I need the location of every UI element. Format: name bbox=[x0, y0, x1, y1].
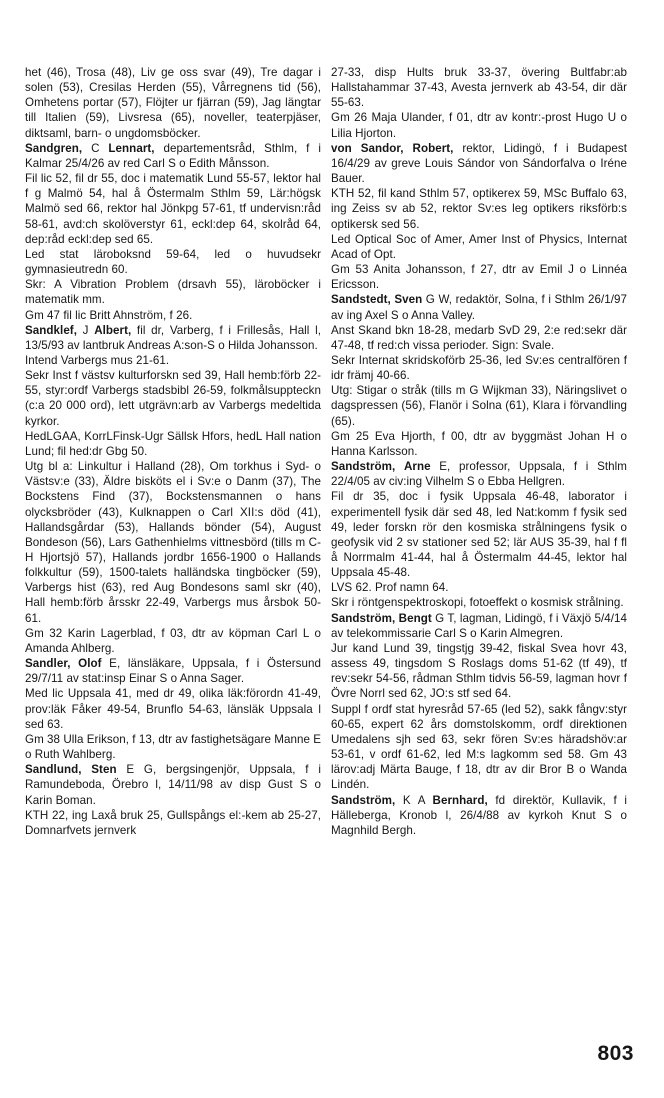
entry-surname: Sandström, bbox=[331, 460, 396, 474]
entry-paragraph bbox=[25, 353, 321, 368]
entry-text: LVS 62. Prof namn 64. bbox=[331, 581, 449, 595]
entry-text: Fil dr 35, doc i fysik Uppsala 46-48, laborator i experimentell fysik där sed 48, led Nat:komm f fysik sed 49, leder forskn rör den kosmiska strålningens fysik o geofysik vid 2 sv stationer sed 52; lär AUS 35-39, hal f fl å Norrmalm 41-44, hal å Östermalm 44-45, lektor hal Uppsala 45-48. bbox=[331, 490, 627, 580]
entry-paragraph bbox=[25, 277, 321, 307]
entry-surname: Sandler, bbox=[25, 657, 71, 671]
entry-text: Gm 26 Maja Ulander, f 01, dtr av kontr:-prost Hugo U o Lilia Hjorton. bbox=[331, 111, 627, 140]
entry-surname: Sandlund, bbox=[25, 763, 82, 777]
entry-heading-paragraph bbox=[25, 141, 321, 171]
entry-initials: C bbox=[82, 141, 109, 155]
entry-paragraph bbox=[25, 308, 321, 323]
entry-paragraph bbox=[331, 702, 627, 793]
entry-text: Skr i röntgenspektroskopi, fotoeffekt o kosmisk strålning. bbox=[331, 596, 624, 610]
entry-text: KTH 52, fil kand Sthlm 57, optikerex 59, MSc Buffalo 63, ing Zeiss sv ab 52, rektor Sv:es leg optikers riksförb:s optikersk sed 56. bbox=[331, 187, 627, 231]
entry-surname: Sandström, bbox=[331, 611, 396, 625]
entry-paragraph bbox=[331, 262, 627, 292]
entry-text: E, professor, Uppsala, f i Sthlm 22/4/05 av civ:ing Vilhelm S o Ebba Hellgren. bbox=[331, 460, 627, 489]
entry-paragraph bbox=[25, 429, 321, 459]
entry-paragraph bbox=[331, 65, 627, 110]
entry-given-name: Bengt bbox=[398, 611, 432, 625]
entry-paragraph bbox=[25, 732, 321, 762]
left-column bbox=[25, 65, 321, 838]
entry-paragraph bbox=[331, 429, 627, 459]
entry-heading-paragraph bbox=[331, 793, 627, 838]
entry-given-name: Olof bbox=[78, 657, 102, 671]
entry-surname: Sandström, bbox=[331, 793, 396, 807]
entry-paragraph bbox=[25, 626, 321, 656]
entry-text: het (46), Trosa (48), Liv ge oss svar (49), Tre dagar i solen (53), Cresilas Herden (55), Vårregnens tid (56), Omhetens portar (57), Flöjter ur fjärran (59), Jag längtar till Italien (59), Livsresa (65), noveller, teaterpjäser, diktsaml, barn- o ungdomsböcker. bbox=[25, 66, 321, 140]
entry-text: Gm 38 Ulla Erikson, f 13, dtr av fastighetsägare Manne E o Ruth Wahlberg. bbox=[25, 732, 322, 762]
right-column bbox=[331, 65, 627, 838]
entry-text: Utg: Stigar o stråk (tills m G Wijkman 33), Näringslivet o dagspressen (56), Flanör i Solna (61), Klara i förvandling (65). bbox=[331, 384, 627, 428]
entry-initials: J bbox=[77, 323, 95, 337]
entry-heading-paragraph bbox=[331, 459, 627, 489]
entry-initials bbox=[395, 460, 404, 473]
entry-text: E G, bergsingenjör, Uppsala, f i Ramundeboda, Örebro l, 14/11/98 av disp Gust S o Karin Boman. bbox=[25, 763, 321, 807]
entry-text: departementsråd, Sthlm, f i Kalmar 25/4/26 av red Carl S o Edith Månsson. bbox=[25, 141, 321, 170]
entry-text: E, länsläkare, Uppsala, f i Östersund 29/7/11 av stat:insp Einar S o Anna Sager. bbox=[25, 657, 321, 686]
entry-initials bbox=[71, 657, 79, 670]
entry-surname: von Sandor, bbox=[331, 141, 404, 155]
entry-text: HedLGAA, KorrLFinsk-Ugr Sällsk Hfors, hedL Hall nation Lund; fil hed:dr Gbg 50. bbox=[25, 429, 321, 458]
entry-text: Sekr Internat skridskoförb 25-36, led Sv:es centralfören f idr främj 40-66. bbox=[331, 353, 627, 383]
entry-heading-paragraph bbox=[331, 611, 627, 641]
entry-text: Gm 32 Karin Lagerblad, f 03, dtr av köpman Carl L o Amanda Ahlberg. bbox=[25, 626, 321, 655]
entry-text: fd direktör, Kullavik, f i Hälleberga, Kronob l, 26/4/88 av kyrkoh Knut S o Magnhild Bergh. bbox=[331, 793, 627, 837]
entry-paragraph bbox=[25, 459, 321, 626]
page-number: 803 bbox=[597, 1042, 634, 1065]
entry-text: Anst Skand bkn 18-28, medarb SvD 29, 2:e red:sekr där 47-48, tf red:ch vissa perioder. Sign: Svale. bbox=[331, 323, 627, 352]
entry-paragraph bbox=[331, 110, 627, 140]
entry-text: Sekr Inst f västsv kulturforskn sed 39, Hall hemb:förb 22-55, styr:ordf Varbergs stadsbibl 26-59, folkmålsuppteckn (c:a 20 000 ord), lett utgrävn:arb av Varbergs medeltida kyrkor. bbox=[25, 369, 321, 428]
entry-text: Jur kand Lund 39, tingstjg 39-42, fiskal Svea hovr 43, assess 49, tingsdom S Roslags doms 51-62 (tf 49), tf rev:sekr 54-56, rådman Sthlm tidvis 56-59, lagman hovr f Övre Norrl sed 62, JO:s stf sed 64. bbox=[331, 641, 627, 701]
entry-given-name: Bernhard, bbox=[432, 793, 488, 807]
entry-text: Gm 25 Eva Hjorth, f 00, dtr av byggmäst Johan H o Hanna Karlsson. bbox=[331, 429, 627, 458]
entry-text: Gm 47 fil lic Britt Ahnström, f 26. bbox=[25, 308, 193, 322]
entry-paragraph bbox=[25, 368, 321, 429]
entry-heading-paragraph bbox=[25, 656, 321, 686]
entry-text: G W, redaktör, Solna, f i Sthlm 26/1/97 av ing Axel S o Anna Valley. bbox=[331, 293, 627, 322]
entry-paragraph bbox=[331, 489, 627, 580]
entry-initials bbox=[404, 142, 413, 155]
entry-paragraph bbox=[331, 186, 627, 231]
entry-paragraph bbox=[331, 323, 627, 353]
entry-heading-paragraph bbox=[25, 762, 321, 807]
entry-text: Utg bl a: Linkultur i Halland (28), Om torkhus i Syd- o Västsv:e (33), Äldre bisköts el i Sv:e o Danm (37), The Bockstens Find (37), Bockstensmannen o hans olycksbröder (43), Kulknappen o Carl XII:s död (41), Hallandsgårdar (53), Hallands bönder (54), August Bondeson (56), Lars Gathenhielms vittnesbörd (tills m C-H Hjortsjö 57), Hallands jordbr 1656-1900 o Hallands folkkultur (59), 1500-talets halländska tingböcker (59), Varbergs hist (63), red Aug Bondesons saml skr (40), Hall hemb:förb årsskr 22-49, Varbergs mus årsbok 50-61. bbox=[25, 460, 321, 625]
entry-initials bbox=[81, 763, 91, 776]
entry-paragraph bbox=[25, 65, 321, 141]
entry-heading-paragraph bbox=[331, 292, 627, 322]
entry-surname: Sandstedt, bbox=[331, 293, 391, 307]
entry-text: G T, lagman, Lidingö, f i Växjö 5/4/14 av telekommissarie Carl S o Karin Almegren. bbox=[331, 611, 627, 640]
entry-paragraph bbox=[331, 353, 627, 383]
entry-given-name: Sten bbox=[91, 763, 117, 777]
entry-surname: Sandklef, bbox=[25, 323, 77, 337]
entry-heading-paragraph bbox=[25, 323, 321, 353]
entry-paragraph bbox=[25, 686, 321, 731]
entry-paragraph bbox=[331, 580, 627, 595]
entry-text: rektor, Lidingö, f i Budapest 16/4/29 av greve Louis Sándor von Sándorfalva o Iréne Bauer. bbox=[331, 141, 627, 186]
entry-given-name: Albert, bbox=[94, 323, 132, 337]
entry-heading-paragraph bbox=[331, 141, 627, 186]
entry-text: Skr: A Vibration Problem (drsavh 55), läroböcker i matematik mm. bbox=[25, 278, 321, 307]
entry-given-name: Lennart, bbox=[108, 141, 155, 155]
entry-text: Med lic Uppsala 41, med dr 49, olika läk:förordn 41-49, prov:läk Fåker 49-54, Brunflo 54-63, länsläk Uppsala l sed 63. bbox=[25, 687, 321, 731]
entry-text: fil dr, Varberg, f i Frillesås, Hall l, 13/5/93 av lantbruk Andreas A:son-S o Hilda Johansson. bbox=[25, 323, 321, 352]
entry-paragraph bbox=[25, 808, 321, 838]
entry-text: Fil lic 52, fil dr 55, doc i matematik Lund 55-57, lektor hal f g Malmö 54, hal å Östermalm Sthlm 59, Lär:högsk Malmö sed 66, rektor hal Jönkpg 57-61, tf undervisn:råd 58-61, avd:ch skolöverstyr 61, eckl:dep 64, skolråd 64, dep:råd eckl:dep sed 65. bbox=[25, 172, 321, 246]
entry-text: Gm 53 Anita Johansson, f 27, dtr av Emil J o Linnéa Ericsson. bbox=[331, 263, 627, 292]
entry-text: KTH 22, ing Laxå bruk 25, Gullspångs el:-kem ab 25-27, Domnarfvets jernverk bbox=[25, 808, 321, 837]
entry-given-name: Robert, bbox=[412, 141, 454, 155]
entry-given-name: Sven bbox=[394, 293, 423, 307]
entry-given-name: Arne bbox=[403, 460, 431, 474]
entry-text: Intend Varbergs mus 21-61. bbox=[25, 353, 170, 367]
entry-text: 27-33, disp Hults bruk 33-37, övering Bultfabr:ab Hallstahammar 37-43, Avesta jernverk ab 43-54, dir där 55-63. bbox=[331, 66, 627, 110]
entry-paragraph bbox=[331, 383, 627, 428]
entry-text: Suppl f ordf stat hyresråd 57-65 (led 52), sakk fångv:styr 60-65, expert 62 års domstolskomm, ordf direktionen Umedalens sjh sed 63, sekr fören Sv:es häradshöv:ar 53-61, v ordf 61-62, led M:s lagkomm sed 58. Gm 43 lärov:adj Märta Bauge, f 18, dtr av dir Bror B o Wanda Lindén. bbox=[331, 702, 627, 792]
entry-text: Led Optical Soc of Amer, Amer Inst of Physics, Internat Acad of Opt. bbox=[331, 232, 627, 261]
entry-text: Led stat läroboksnd 59-64, led o huvudsekr gymnasieutredn 60. bbox=[25, 247, 321, 277]
entry-initials: K A bbox=[395, 793, 433, 807]
entry-surname: Sandgren, bbox=[25, 141, 83, 155]
entry-paragraph bbox=[331, 641, 627, 702]
entry-paragraph bbox=[331, 232, 627, 262]
entry-paragraph bbox=[25, 247, 321, 277]
entry-paragraph bbox=[331, 595, 627, 610]
entry-paragraph bbox=[25, 171, 321, 247]
